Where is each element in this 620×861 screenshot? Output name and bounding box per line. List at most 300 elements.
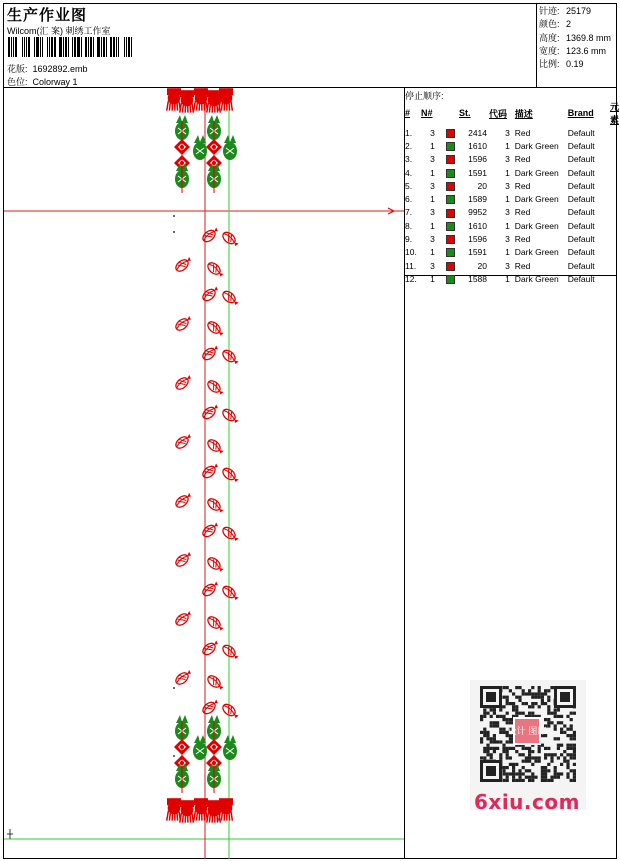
tassel-thread [190,103,191,113]
qr-module [486,747,489,750]
qr-module [486,737,489,740]
qr-module [547,705,550,708]
qr-module [528,747,531,750]
qr-module [506,721,509,724]
qr-module [573,747,576,750]
qr-module [483,750,486,753]
qr-finder-core [560,692,570,702]
qr-module [502,744,505,747]
qr-module [506,699,509,702]
table-row [404,272,620,285]
qr-module [557,776,560,779]
qr-module [512,705,515,708]
row-index: 5. [405,180,413,191]
qr-module [480,731,483,734]
qr-module [522,779,525,782]
table-header-row [404,100,620,126]
row-index: 11. [405,260,417,271]
color-swatch [446,129,455,138]
qr-module [506,712,509,715]
registration-dot [173,231,175,233]
row-description: Dark Green [514,194,559,205]
color-swatch [446,248,455,257]
qr-module [512,708,515,711]
qr-module [490,753,493,756]
qr-module [509,718,512,721]
qr-module [515,705,518,708]
tassel-thread [221,811,222,821]
qr-module [518,753,521,756]
tassel-thread [204,811,205,821]
qr-module [506,747,509,750]
qr-module [480,718,483,721]
qr-module [544,753,547,756]
qr-module [534,696,537,699]
header-needle: N# [421,108,433,118]
qr-module [483,756,486,759]
qr-module [515,708,518,711]
qr-module [499,715,502,718]
tassel-thread [229,101,230,111]
qr-module [512,776,515,779]
qr-module [518,686,521,689]
row-stitches: 1596 [468,234,488,245]
row-index: 7. [405,207,413,218]
qr-module [538,760,541,763]
qr-module [496,721,499,724]
qr-module [480,740,483,743]
qr-module [547,769,550,772]
floral-motif [221,466,241,484]
qr-module [493,708,496,711]
qr-module [544,747,547,750]
qr-finder-core [486,692,496,702]
qr-module [544,718,547,721]
qr-module [566,776,569,779]
qr-module [554,712,557,715]
page-title: 生产作业图 [7,7,88,24]
qr-module [522,692,525,695]
row-brand: Default [567,260,595,271]
row-index: 8. [405,220,413,231]
qr-module [528,760,531,763]
row-needle: 1 [430,273,435,284]
qr-module [531,779,534,782]
qr-module [518,779,521,782]
qr-module [502,696,505,699]
qr-module [547,763,550,766]
qr-module [506,776,509,779]
qr-module [483,731,486,734]
qr-module [570,728,573,731]
qr-module [515,750,518,753]
qr-module [483,715,486,718]
qr-module [534,776,537,779]
qr-module [493,734,496,737]
qr-finder-core [486,766,496,776]
qr-module [560,772,563,775]
qr-module [573,756,576,759]
row-stitches: 1591 [468,167,488,178]
qr-module [547,699,550,702]
table-row [404,232,620,245]
row-description: Red [514,260,531,271]
row-needle: 3 [430,154,435,165]
row-brand: Default [567,140,595,151]
qr-module [483,747,486,750]
qr-module [560,728,563,731]
qr-module [493,712,496,715]
qr-module [566,772,569,775]
qr-module [573,776,576,779]
qr-module [541,776,544,779]
motif-tip [186,434,192,440]
qr-module [515,763,518,766]
floral-motif [201,520,221,538]
qr-module [490,737,493,740]
qr-module [531,750,534,753]
tassel-top [167,88,181,95]
qr-module [566,728,569,731]
qr-module [506,779,509,782]
qr-module [528,769,531,772]
row-code: 3 [505,234,510,245]
qr-module [544,689,547,692]
qr-module [541,772,544,775]
qr-module [483,708,486,711]
color-swatch [446,169,455,178]
header-element: 元素 [609,102,619,125]
qr-module [528,779,531,782]
qr-module [550,776,553,779]
qr-module [570,779,573,782]
qr-module [547,753,550,756]
qr-module [554,766,557,769]
qr-module [528,689,531,692]
qr-module [541,744,544,747]
tassel-thread [192,103,193,113]
qr-module [557,772,560,775]
qr-module [534,692,537,695]
qr-module [566,715,569,718]
row-description: Red [514,234,531,245]
floral-motif [206,320,226,338]
qr-module [512,747,515,750]
tassel-top [194,798,208,805]
qr-module [515,696,518,699]
row-stitches: 1591 [468,247,488,258]
floral-motif [174,609,194,627]
qr-module [554,769,557,772]
tassel-thread [182,813,183,823]
qr-module [557,708,560,711]
floral-motif [221,289,241,307]
qr-module [490,708,493,711]
qr-module [506,718,509,721]
qr-module [506,772,509,775]
qr-module [560,763,563,766]
qr-module [518,696,521,699]
qr-module [573,769,576,772]
floral-motif [206,615,226,633]
row-code: 3 [505,127,510,138]
color-swatch [446,195,455,204]
qr-module [528,756,531,759]
row-index: 1. [405,127,413,138]
tassel-thread [194,811,196,821]
tassel-thread [177,811,178,821]
qr-module [502,769,505,772]
qr-module [499,728,502,731]
qr-module [480,737,483,740]
qr-module [509,702,512,705]
row-stitches: 9952 [468,207,488,218]
qr-module [531,763,534,766]
qr-module [512,779,515,782]
motif-tip [213,699,219,705]
row-code: 1 [505,167,510,178]
qr-module [531,702,534,705]
row-description: Dark Green [514,273,559,284]
qr-module [499,753,502,756]
qr-module [502,779,505,782]
row-stitches: 1588 [468,273,488,284]
floral-motif [201,343,221,361]
qr-module [512,769,515,772]
qr-module [522,766,525,769]
qr-module [531,692,534,695]
floral-motif [201,402,221,420]
row-brand: Default [567,194,595,205]
floral-motif [206,379,226,397]
qr-module [496,747,499,750]
qr-module [496,724,499,727]
qr-module [496,715,499,718]
qr-module [509,756,512,759]
qr-module [528,776,531,779]
row-code: 3 [505,207,510,218]
qr-module [506,750,509,753]
qr-module [538,696,541,699]
qr-module [499,731,502,734]
qr-module [506,756,509,759]
floral-motif [201,638,221,656]
floral-motif [174,373,194,391]
qr-module [531,756,534,759]
row-needle: 1 [430,220,435,231]
pineapple-leaves [224,735,236,743]
qr-module [531,776,534,779]
qr-module [554,737,557,740]
tassel-top [219,88,233,95]
qr-module [541,692,544,695]
tassel-top [194,88,208,95]
qr-module [490,747,493,750]
row-description: Dark Green [514,167,559,178]
qr-module [557,715,560,718]
qr-module [538,747,541,750]
qr-module [566,747,569,750]
floral-motif [221,584,241,602]
qr-module [544,766,547,769]
floral-motif [221,643,241,661]
table-row [404,179,620,192]
qr-module [557,744,560,747]
qr-module [570,734,573,737]
qr-module [554,753,557,756]
motif-tip [213,463,219,469]
qr-module [541,702,544,705]
table-row [404,139,620,152]
row-description: Red [514,207,531,218]
qr-module [528,750,531,753]
qr-module [570,769,573,772]
qr-module [493,737,496,740]
qr-module [522,760,525,763]
qr-module [506,753,509,756]
tassel-thread [177,101,178,111]
tassel-thread [190,813,191,823]
table-row [404,126,620,139]
qr-module [493,724,496,727]
qr-module [563,756,566,759]
qr-module [534,702,537,705]
qr-module [502,718,505,721]
colorway-line [7,75,78,88]
row-brand: Default [567,273,595,284]
qr-module [531,772,534,775]
qr-module [566,766,569,769]
qr-module [560,731,563,734]
qr-module [541,766,544,769]
row-brand: Default [567,247,595,258]
qr-module [550,779,553,782]
qr-module [502,772,505,775]
tassel-thread [221,101,222,111]
qr-module [566,760,569,763]
design-preview [4,88,404,859]
qr-module [573,712,576,715]
row-needle: 1 [430,140,435,151]
qr-module [554,708,557,711]
pineapple-leaves [224,135,236,143]
qr-module [490,721,493,724]
floral-motif [206,497,226,515]
qr-module [528,712,531,715]
motif-tip [213,227,219,233]
qr-module [518,769,521,772]
qr-module [528,705,531,708]
qr-module [538,750,541,753]
tassel-thread [194,101,196,111]
qr-module [531,696,534,699]
design-file-value: 1692892.emb [32,64,88,74]
qr-module [570,724,573,727]
pineapple-leaves [194,735,206,743]
qr-module [525,756,528,759]
qr-module [512,772,515,775]
row-index: 10. [405,247,417,258]
row-brand: Default [567,234,595,245]
row-description: Dark Green [514,140,559,151]
row-code: 1 [505,273,510,284]
qr-module [566,734,569,737]
tassel-thread [209,103,210,113]
motif-tip [213,286,219,292]
qr-module [547,779,550,782]
table-row [404,166,620,179]
qr-module [483,728,486,731]
row-brand: Default [567,127,595,138]
qr-module [496,740,499,743]
qr-module [557,737,560,740]
floral-motif [201,697,221,715]
watermark-logo: 6xiu.com [474,790,580,814]
qr-module [573,772,576,775]
qr-module [544,772,547,775]
qr-module [502,686,505,689]
row-code: 1 [505,194,510,205]
qr-module [502,766,505,769]
row-needle: 3 [430,260,435,271]
qr-module [483,712,486,715]
row-description: Dark Green [514,247,559,258]
row-stitches: 1610 [468,140,488,151]
qr-module [512,766,515,769]
qr-module [509,763,512,766]
colorway-value: Colorway 1 [32,77,78,87]
tassel-top [167,798,181,805]
qr-module [573,734,576,737]
row-stitches: 20 [477,180,488,191]
qr-module [570,737,573,740]
color-swatch [446,155,455,164]
stat-scale: 比例: 0.19 [539,59,584,70]
tassel-thread [196,101,197,111]
row-brand: Default [567,220,595,231]
qr-module [512,702,515,705]
qr-module [560,715,563,718]
qr-module [522,712,525,715]
qr-module [515,686,518,689]
qr-module [515,712,518,715]
qr-module [499,756,502,759]
company-name: Wilcom(汇 案) 刺绣工作室 [7,26,111,36]
qr-module [502,715,505,718]
qr-module [538,689,541,692]
color-swatch [446,209,455,218]
qr-module [509,740,512,743]
tassel-thread [182,103,183,113]
qr-module [554,715,557,718]
floral-motif [221,348,241,366]
qr-module [541,699,544,702]
header-code: 代码 [489,108,508,119]
qr-module [547,708,550,711]
qr-module [566,744,569,747]
qr-module [506,696,509,699]
row-stitches: 1596 [468,154,488,165]
qr-module [518,699,521,702]
qr-module [525,760,528,763]
row-code: 1 [505,220,510,231]
qr-module [563,724,566,727]
qr-module [557,721,560,724]
qr-module [554,776,557,779]
qr-module [522,747,525,750]
qr-module [490,715,493,718]
row-index: 9. [405,234,413,245]
